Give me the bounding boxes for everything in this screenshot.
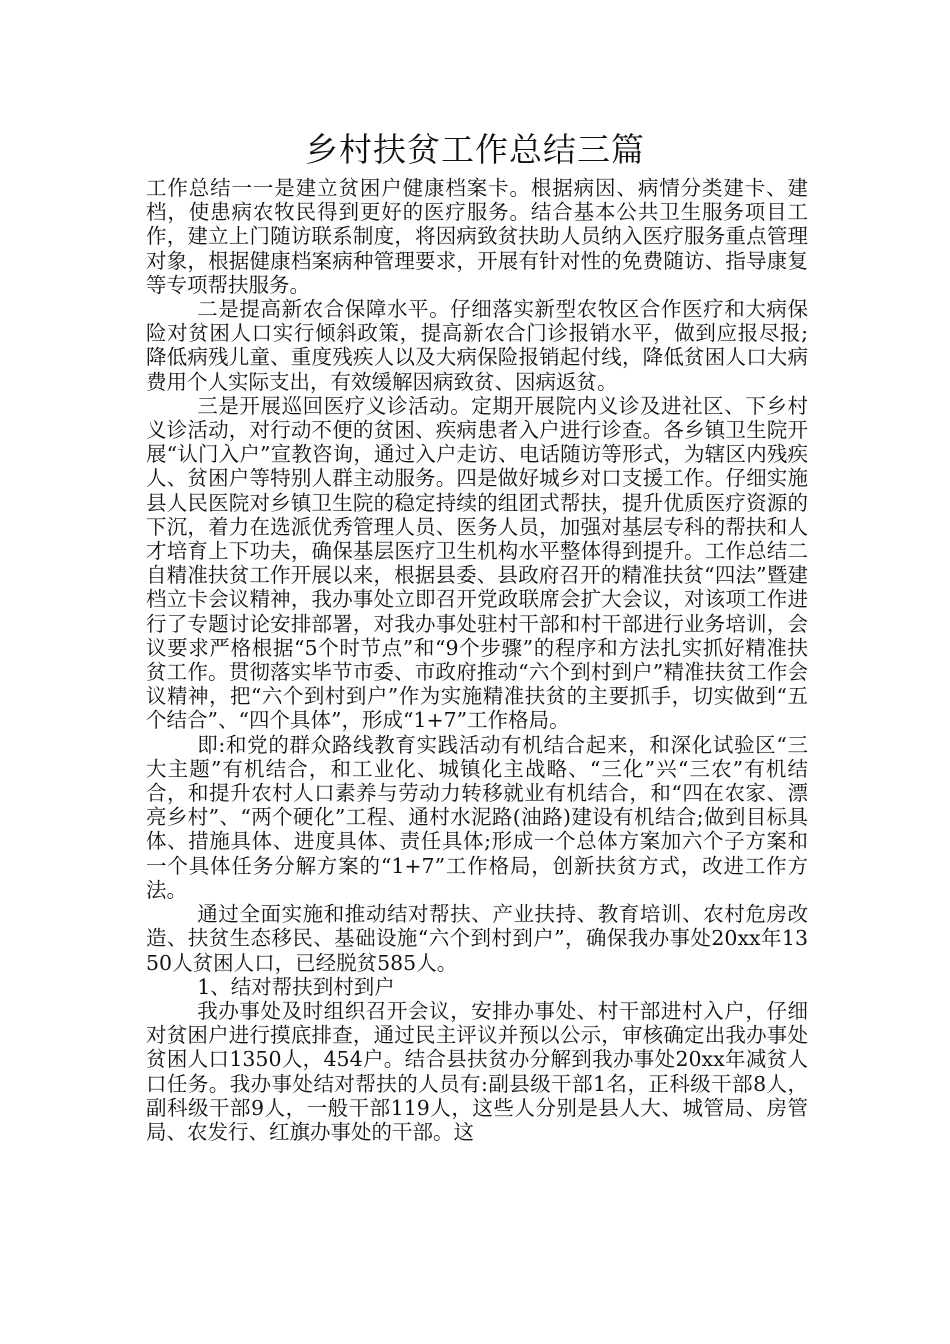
document-body	[146, 176, 808, 1144]
paragraph-2: 二是提高新农合保障水平。仔细落实新型农牧区合作医疗和大病保险对贫困人口实行倾斜政策，提高新农合门诊报销水平，做到应报尽报;降低病残儿童、重度残疾人以及大病保险报销起付线，降低贫困人口大病费用个人实际支出，有效缓解因病致贫、因病返贫。	[146, 297, 808, 394]
paragraph-3: 三是开展巡回医疗义诊活动。定期开展院内义诊及进社区、下乡村义诊活动，对行动不便的贫困、疾病患者入户进行诊查。各乡镇卫生院开展“认门入户”宣教咨询，通过入户走访、电话随访等形式，为辖区内残疾人、贫困户等特别人群主动服务。四是做好城乡对口支援工作。仔细实施县人民医院对乡镇卫生院的稳定持续的组团式帮扶，提升优质医疗资源的下沉，着力在选派优秀管理人员、医务人员，加强对基层专科的帮扶和人才培育上下功夫，确保基层医疗卫生机构水平整体得到提升。工作总结二自精准扶贫工作开展以来，根据县委、县政府召开的精准扶贫“四法”暨建档立卡会议精神，我办事处立即召开党政联席会扩大会议，对该项工作进行了专题讨论安排部署，对我办事处驻村干部和村干部进行业务培训，会议要求严格根据“5个时节点”和“9个步骤”的程序和方法扎实抓好精准扶贫工作。贯彻落实毕节市委、市政府推动“六个到村到户”精准扶贫工作会议精神，把“六个到村到户”作为实施精准扶贫的主要抓手，切实做到“五个结合”、“四个具体”，形成“1+7”工作格局。	[146, 393, 808, 733]
paragraph-6: 我办事处及时组织召开会议，安排办事处、村干部进村入户，仔细对贫困户进行摸底排查，通过民主评议并预以公示，审核确定出我办事处贫困人口1350人，454户。结合县扶贫办分解到我办事处20xx年减贫人口任务。我办事处结对帮扶的人员有:副县级干部1名，正科级干部8人，副科级干部9人，一般干部119人，这些人分别是县人大、城管局、房管局、农发行、红旗办事处的干部。这	[146, 998, 808, 1144]
document-title: 乡村扶贫工作总结三篇	[305, 130, 645, 169]
paragraph-5: 通过全面实施和推动结对帮扶、产业扶持、教育培训、农村危房改造、扶贫生态移民、基础设施“六个到村到户”，确保我办事处20xx年1350人贫困人口，已经脱贫585人。	[146, 902, 808, 975]
paragraph-1: 工作总结一一是建立贫困户健康档案卡。根据病因、病情分类建卡、建档，使患病农牧民得到更好的医疗服务。结合基本公共卫生服务项目工作，建立上门随访联系制度，将因病致贫扶助人员纳入医疗服务重点管理对象，根据健康档案病种管理要求，开展有针对性的免费随访、指导康复等专项帮扶服务。	[146, 176, 808, 297]
paragraph-4: 即:和党的群众路线教育实践活动有机结合起来，和深化试验区“三大主题”有机结合，和工业化、城镇化主战略、“三化”兴“三农”有机结合，和提升农村人口素养与劳动力转移就业有机结合，和“四在农家、漂亮乡村”、“两个硬化”工程、通村水泥路(油路)建设有机结合;做到目标具体、措施具体、进度具体、责任具体;形成一个总体方案加六个子方案和一个具体任务分解方案的“1+7”工作格局，创新扶贫方式，改进工作方法。	[146, 732, 808, 902]
section-heading: 1、结对帮扶到村到户	[197, 974, 395, 999]
